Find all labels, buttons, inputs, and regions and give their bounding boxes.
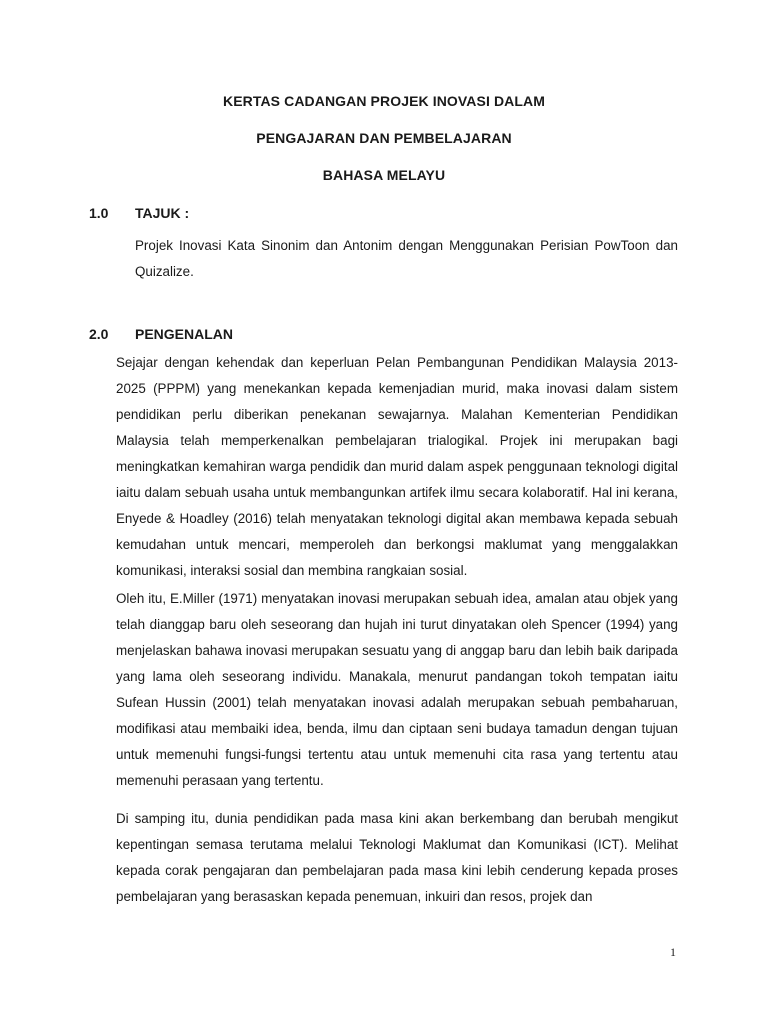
document-title-line-2: PENGAJARAN DAN PEMBELAJARAN — [256, 130, 512, 146]
section-1-paragraph-1: Projek Inovasi Kata Sinonim dan Antonim dengan Menggunakan Perisian PowToon dan Quizalize. — [135, 238, 678, 279]
document-title-line-1: KERTAS CADANGAN PROJEK INOVASI DALAM — [223, 93, 545, 109]
section-2-heading: PENGENALAN — [135, 326, 234, 342]
section-2-number: 2.0 — [89, 326, 109, 342]
section-2-paragraph-1: Sejajar dengan kehendak dan keperluan Pelan Pembangunan Pendidikan Malaysia 2013-2025 (PPPM) yang menekankan kepada kemenjadian murid, maka inovasi dalam sistem pendidikan perlu diberikan penekanan sewajarnya. Malahan Kementerian Pendidikan Malaysia telah memperkenalkan pembelajaran trialogikal. Projek ini merupakan bagi meningkatkan kemahiran warga pendidik dan murid dalam aspek penggunaan teknologi digital iaitu dalam sebuah usaha untuk membangunkan artifek ilmu secara kolaboratif. Hal ini kerana, Enyede & Hoadley (2016) telah menyatakan teknologi digital akan membawa kepada sebuah kemudahan untuk mencari, memperoleh dan berkongsi maklumat yang menggalakkan komunikasi, interaksi sosial dan membina rangkaian sosial. — [116, 355, 678, 578]
document-title-line-3: BAHASA MELAYU — [322, 167, 446, 183]
section-1-number: 1.0 — [89, 205, 109, 221]
section-2-paragraph-2: Oleh itu, E.Miller (1971) menyatakan inovasi merupakan sebuah idea, amalan atau objek yang telah dianggap baru oleh seseorang dan hujah ini turut dinyatakan oleh Spencer (1994) yang menjelaskan bahawa inovasi merupakan sesuatu yang di anggap baru dan lebih baik daripada yang lama oleh seseorang individu. Manakala, menurut pandangan tokoh tempatan iaitu Sufean Hussin (2001) telah menyatakan inovasi adalah merupakan sebuah pembaharuan, modifikasi atau membaiki idea, benda, ilmu dan ciptaan seni budaya tamadun dengan tujuan untuk memenuhi fungsi-fungsi tertentu atau untuk memenuhi cita rasa yang tertentu atau memenuhi perasaan yang tertentu. — [116, 591, 678, 788]
section-1-heading: TAJUK : — [135, 205, 190, 221]
section-2-paragraph-3: Di samping itu, dunia pendidikan pada masa kini akan berkembang dan berubah mengikut kepentingan semasa terutama melalui Teknologi Maklumat dan Komunikasi (ICT). Melihat kepada corak pengajaran dan pembelajaran pada masa kini lebih cenderung kepada proses pembelajaran yang berasaskan kepada penemuan, inkuiri dan resos, projek dan — [116, 811, 678, 904]
page-number: 1 — [670, 945, 676, 959]
